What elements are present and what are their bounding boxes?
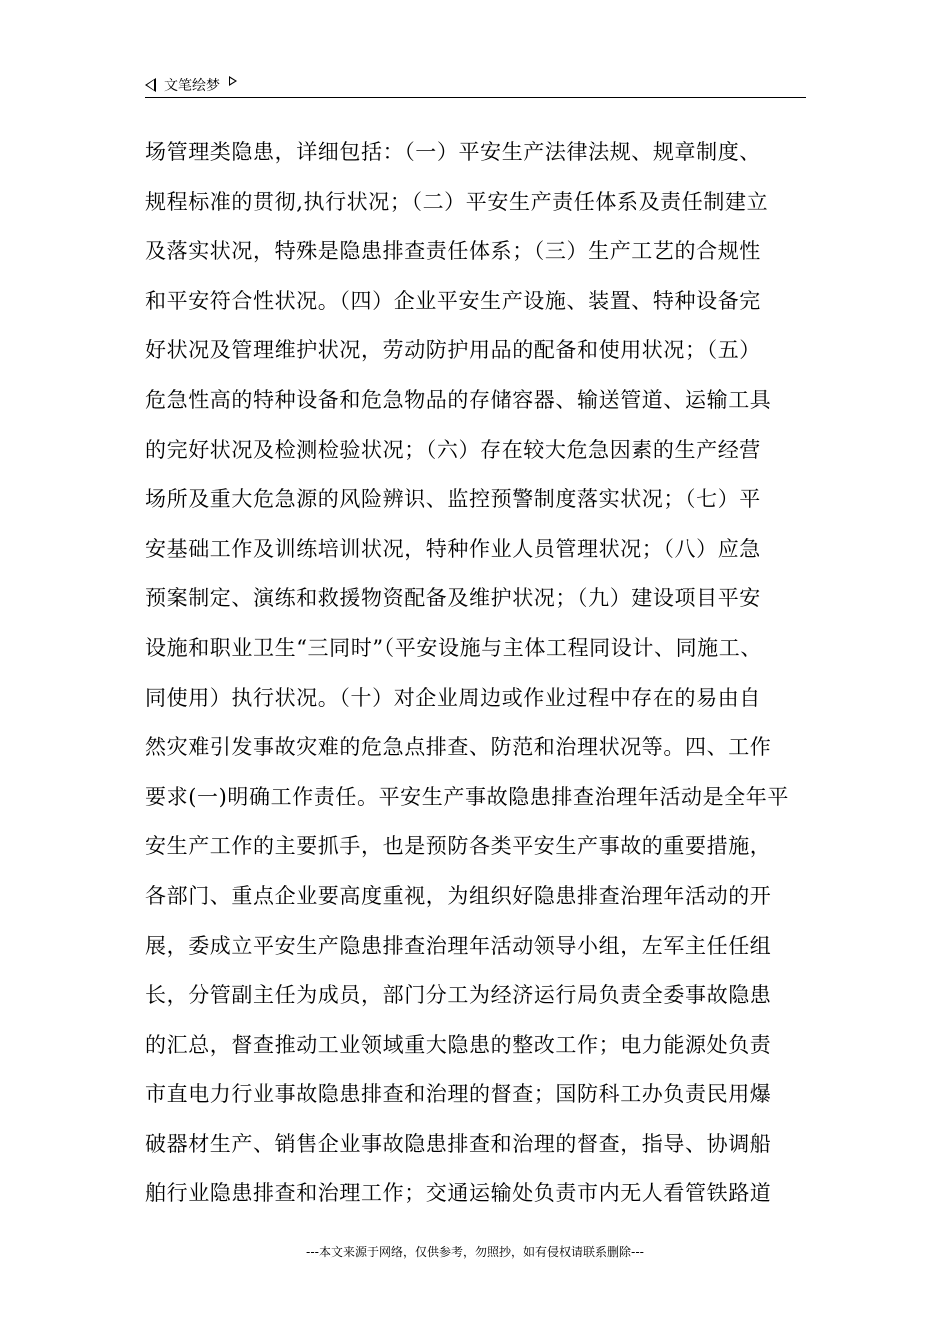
text-line: 要求(一)明确工作责任。平安生产事故隐患排查治理年活动是全年平 (145, 784, 789, 809)
text-line: 及落实状况，特殊是隐患排查责任体系；（三）生产工艺的合规性 (145, 239, 761, 264)
text-line: 同使用）执行状况。（十）对企业周边或作业过程中存在的易由自 (145, 685, 761, 710)
triangle-left-icon (145, 78, 156, 92)
text-line: 长，分管副主任为成员，部门分工为经济运行局负责全委事故隐患 (145, 983, 772, 1008)
text-line: 和平安符合性状况。（四）企业平安生产设施、装置、特种设备完 (145, 288, 761, 313)
text-line: 安基础工作及训练培训状况，特种作业人员管理状况；（八）应急 (145, 536, 761, 561)
text-line: 的完好状况及检测检验状况；（六）存在较大危急因素的生产经营 (145, 437, 761, 462)
text-line: 安生产工作的主要抓手，也是预防各类平安生产事故的重要措施， (145, 834, 772, 859)
text-line: 舶行业隐患排查和治理工作；交通运输处负责市内无人看管铁路道 (145, 1181, 772, 1206)
text-line: 市直电力行业事故隐患排查和治理的督查；国防科工办负责民用爆 (145, 1082, 772, 1107)
document-body (145, 131, 835, 1222)
text-line: 各部门、重点企业要高度重视，为组织好隐患排查治理年活动的开 (145, 883, 772, 908)
text-line: 破器材生产、销售企业事故隐患排查和治理的督查，指导、协调船 (145, 1131, 772, 1156)
text-line: 的汇总，督查推动工业领域重大隐患的整改工作；电力能源处负责 (145, 1032, 772, 1057)
text-line: 预案制定、演练和救援物资配备及维护状况；（九）建设项目平安 (145, 586, 761, 611)
text-line: 设施和职业卫生“三同时”（平安设施与主体工程同设计、同施工、 (145, 635, 762, 660)
triangle-right-icon (229, 76, 237, 86)
text-line: 然灾难引发事故灾难的危急点排查、防范和治理状况等。四、工作 (145, 735, 772, 760)
text-line: 场所及重大危急源的风险辨识、监控预警制度落实状况；（七）平 (145, 487, 761, 512)
text-line: 展，委成立平安生产隐患排查治理年活动领导小组，左军主任任组 (145, 933, 772, 958)
footer-notice: ---本文来源于网络，仅供参考，勿照抄，如有侵权请联系删除--- (306, 1245, 644, 1259)
header-brand: 文笔绘梦 (164, 78, 220, 94)
text-line: 危急性高的特种设备和危急物品的存储容器、输送管道、运输工具 (145, 387, 772, 412)
text-line: 好状况及管理维护状况，劳动防护用品的配备和使用状况；（五） (145, 338, 761, 363)
text-line: 规程标准的贯彻,执行状况；（二）平安生产责任体系及责任制建立 (145, 189, 769, 214)
text-line: 场管理类隐患，详细包括：（一）平安生产法律法规、规章制度、 (145, 140, 761, 164)
header-divider (145, 97, 806, 98)
page-header (145, 72, 806, 98)
